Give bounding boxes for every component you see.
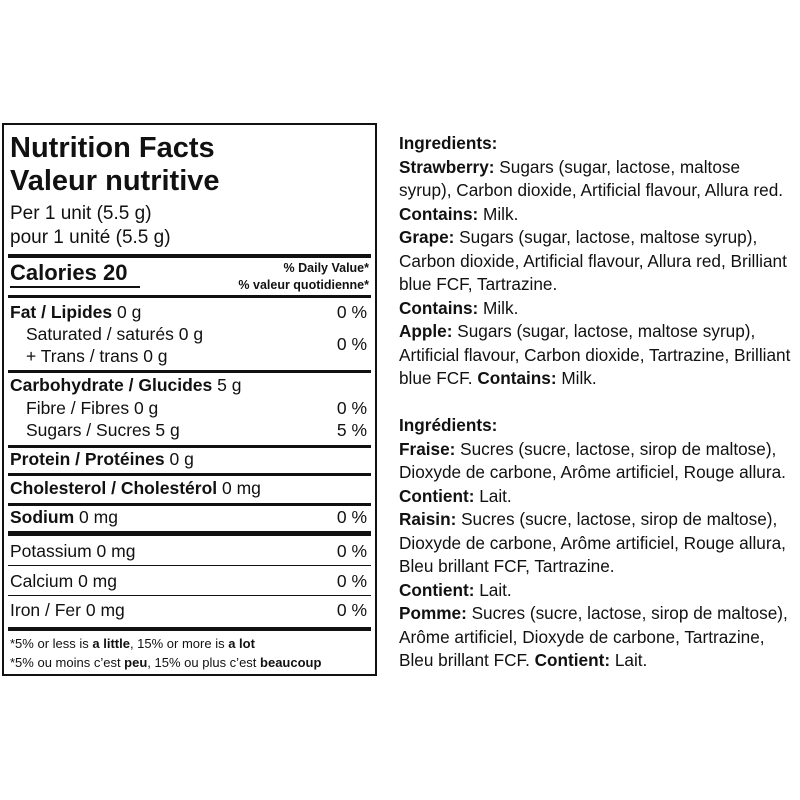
serving-size-fr: pour 1 unité (5.5 g)	[10, 227, 171, 248]
cholesterol-amount: 0 mg	[222, 478, 261, 498]
footnote-text: , 15% or more is	[129, 636, 229, 651]
thick-divider	[8, 531, 371, 536]
calories-label: Calories	[10, 260, 97, 285]
protein-row	[10, 449, 194, 469]
potassium-row: Potassium 0 mg	[10, 541, 136, 561]
calcium-percent: 0 %	[336, 571, 367, 591]
sodium-amount: 0 mg	[79, 507, 118, 527]
strawberry-label: Strawberry:	[399, 156, 495, 177]
fat-amount: 0 g	[116, 302, 142, 322]
sugars-percent: 5 %	[336, 420, 367, 440]
cholesterol-label: Cholesterol / Cholestérol	[10, 478, 218, 498]
footnote-emphasis: beaucoup	[260, 655, 322, 670]
fat-row	[10, 302, 141, 322]
daily-value-en: % Daily Value*	[283, 261, 369, 275]
contains-label: Contains:	[399, 297, 479, 318]
potassium-percent: 0 %	[336, 541, 367, 561]
grape-ingredients: Sugars (sugar, lactose, maltose syrup), Carbon dioxide, Artificial flavour, Allura red, Brilliant blue FCF, Tartrazine.	[399, 227, 787, 294]
contains-label: Contains:	[399, 203, 479, 224]
calories-row	[10, 260, 127, 286]
contains-text: Milk.	[556, 368, 597, 388]
divider	[8, 370, 371, 373]
thin-divider	[8, 565, 371, 566]
calories-underline	[10, 286, 140, 288]
trans-row: + Trans / trans 0 g	[26, 346, 168, 366]
carbohydrate-label: Carbohydrate / Glucides	[10, 375, 213, 395]
footnote-fr	[10, 654, 321, 671]
thin-divider	[8, 595, 371, 596]
apple-ingredients: Sugars (sugar, lactose, maltose syrup), Artificial flavour, Carbon dioxide, Tartrazine, Brilliant blue FCF.	[399, 321, 791, 388]
nutrition-title-fr: Valeur nutritive	[10, 165, 220, 197]
divider	[8, 473, 371, 476]
ingredients-heading-fr: Ingrédients:	[399, 415, 498, 435]
iron-row: Iron / Fer 0 mg	[10, 600, 125, 620]
cholesterol-row	[10, 478, 261, 498]
footnote-en	[10, 635, 255, 652]
ingredients-french	[399, 414, 797, 673]
iron-percent: 0 %	[336, 600, 367, 620]
carbohydrate-row	[10, 375, 241, 395]
saturated-trans-percent: 0 %	[336, 334, 367, 354]
raisin-ingredients: Sucres (sucre, lactose, sirop de maltose), Dioxyde de carbone, Arôme artificiel, Rouge allura, Bleu brillant FCF, Tartrazine.	[399, 509, 786, 576]
calcium-row: Calcium 0 mg	[10, 571, 117, 591]
nutrition-title-en: Nutrition Facts	[10, 132, 215, 164]
contains-text: Milk.	[478, 297, 519, 318]
strawberry-ingredients: Sugars (sugar, lactose, maltose syrup), Carbon dioxide, Artificial flavour, Allura red.	[399, 156, 784, 200]
thick-divider	[8, 627, 371, 631]
contient-text: Lait.	[474, 485, 512, 506]
pomme-ingredients: Sucres (sucre, lactose, sirop de maltose), Arôme artificiel, Dioxyde de carbone, Tartrazine, Bleu brillant FCF.	[399, 603, 788, 670]
contains-label: Contains:	[477, 368, 557, 388]
ingredients-heading-en: Ingredients:	[399, 133, 498, 153]
fibre-percent: 0 %	[336, 398, 367, 418]
fraise-label: Fraise:	[399, 438, 456, 459]
contient-label: Contient:	[399, 579, 475, 600]
divider	[8, 503, 371, 506]
divider	[8, 295, 371, 298]
contient-text: Lait.	[610, 650, 648, 670]
nutrition-facts-panel	[2, 123, 377, 676]
grape-label: Grape:	[399, 227, 455, 247]
sodium-percent: 0 %	[336, 507, 367, 527]
apple-label: Apple:	[399, 321, 453, 341]
fat-percent: 0 %	[336, 302, 367, 322]
calories-value: 20	[102, 260, 128, 285]
contient-label: Contient:	[534, 650, 611, 670]
contient-label: Contient:	[399, 485, 475, 506]
ingredients-english	[399, 132, 797, 391]
footnote-text: *5% ou moins c’est	[10, 655, 125, 670]
daily-value-fr: % valeur quotidienne*	[238, 278, 369, 292]
sodium-row	[10, 507, 118, 527]
footnote-text: *5% or less is	[10, 636, 93, 651]
divider	[8, 445, 371, 448]
fibre-row: Fibre / Fibres 0 g	[26, 398, 159, 418]
thick-divider	[8, 254, 371, 258]
raisin-label: Raisin:	[399, 509, 457, 529]
saturated-row: Saturated / saturés 0 g	[26, 324, 204, 344]
serving-size-en: Per 1 unit (5.5 g)	[10, 203, 152, 224]
carbohydrate-amount: 5 g	[217, 375, 242, 395]
contains-text: Milk.	[478, 203, 519, 224]
sodium-label: Sodium	[10, 507, 75, 527]
pomme-label: Pomme:	[399, 603, 467, 623]
protein-amount: 0 g	[169, 449, 194, 469]
footnote-emphasis: a lot	[228, 636, 255, 651]
sugars-row: Sugars / Sucres 5 g	[26, 420, 180, 440]
footnote-emphasis: a little	[92, 636, 130, 651]
protein-label: Protein / Protéines	[10, 449, 165, 469]
contient-text: Lait.	[474, 579, 512, 600]
footnote-emphasis: peu	[124, 655, 148, 670]
fat-label: Fat / Lipides	[10, 302, 113, 322]
fraise-ingredients: Sucres (sucre, lactose, sirop de maltose), Dioxyde de carbone, Arôme artificiel, Rouge allura.	[399, 438, 786, 482]
footnote-text: , 15% ou plus c’est	[147, 655, 261, 670]
